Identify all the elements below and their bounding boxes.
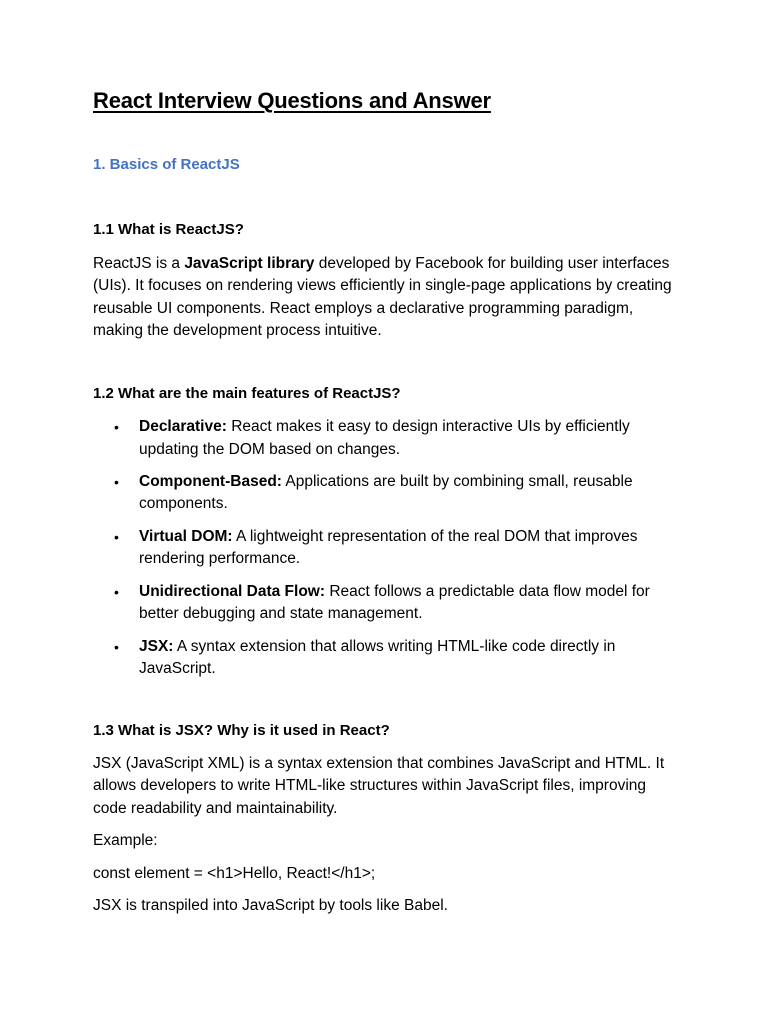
section-heading: 1. Basics of ReactJS bbox=[93, 156, 240, 173]
transpile-note: JSX is transpiled into JavaScript by tools like Babel. bbox=[93, 897, 448, 914]
feature-term: Component-Based: bbox=[139, 472, 282, 490]
list-item bbox=[93, 416, 678, 461]
bullet-icon: • bbox=[114, 473, 119, 490]
features-list bbox=[93, 416, 678, 690]
feature-text: A lightweight representation of the real DOM that improves rendering performance. bbox=[139, 527, 638, 568]
question-heading-1-2: 1.2 What are the main features of ReactJS? bbox=[93, 385, 401, 402]
answer-text: ReactJS is a bbox=[93, 255, 185, 272]
code-example: const element = <h1>Hello, React!</h1>; bbox=[93, 865, 376, 882]
bullet-icon: • bbox=[114, 528, 119, 545]
feature-text: React makes it easy to design interactive UIs by efficiently updating the DOM based on changes. bbox=[139, 418, 630, 458]
feature-text: React follows a predictable data flow model for better debugging and state management. bbox=[139, 582, 650, 623]
feature-text: A syntax extension that allows writing HTML-like code directly in JavaScript. bbox=[139, 637, 616, 678]
bullet-icon: • bbox=[114, 638, 119, 655]
feature-term: Virtual DOM: bbox=[139, 527, 233, 545]
document-title: React Interview Questions and Answer bbox=[93, 88, 491, 113]
list-item bbox=[93, 636, 678, 681]
bullet-icon: • bbox=[114, 419, 119, 435]
list-item bbox=[93, 581, 678, 626]
bullet-icon: • bbox=[114, 583, 119, 600]
list-item bbox=[93, 526, 678, 571]
question-heading-1-1: 1.1 What is ReactJS? bbox=[93, 221, 244, 238]
list-item bbox=[93, 471, 678, 516]
answer-text: developed by Facebook for building user interfaces (UIs). It focuses on rendering views efficiently in single-page applications by creating reusable UI components. React employs a declarative programming paradigm, making the development process intuitive. bbox=[93, 255, 672, 339]
example-label: Example: bbox=[93, 832, 158, 849]
feature-term: JSX: bbox=[139, 637, 174, 655]
question-heading-1-3: 1.3 What is JSX? Why is it used in React? bbox=[93, 722, 390, 739]
answer-bold-term: JavaScript library bbox=[184, 255, 315, 272]
feature-term: Unidirectional Data Flow: bbox=[139, 582, 326, 600]
feature-text: Applications are built by combining small, reusable components. bbox=[139, 472, 633, 513]
feature-term: Declarative: bbox=[139, 418, 227, 435]
answer-paragraph-1-3: JSX (JavaScript XML) is a syntax extension that combines JavaScript and HTML. It allows developers to write HTML-like structures within JavaScript files, improving code readability and maintainability. bbox=[93, 755, 665, 817]
answer-paragraph-1-1 bbox=[93, 253, 678, 342]
